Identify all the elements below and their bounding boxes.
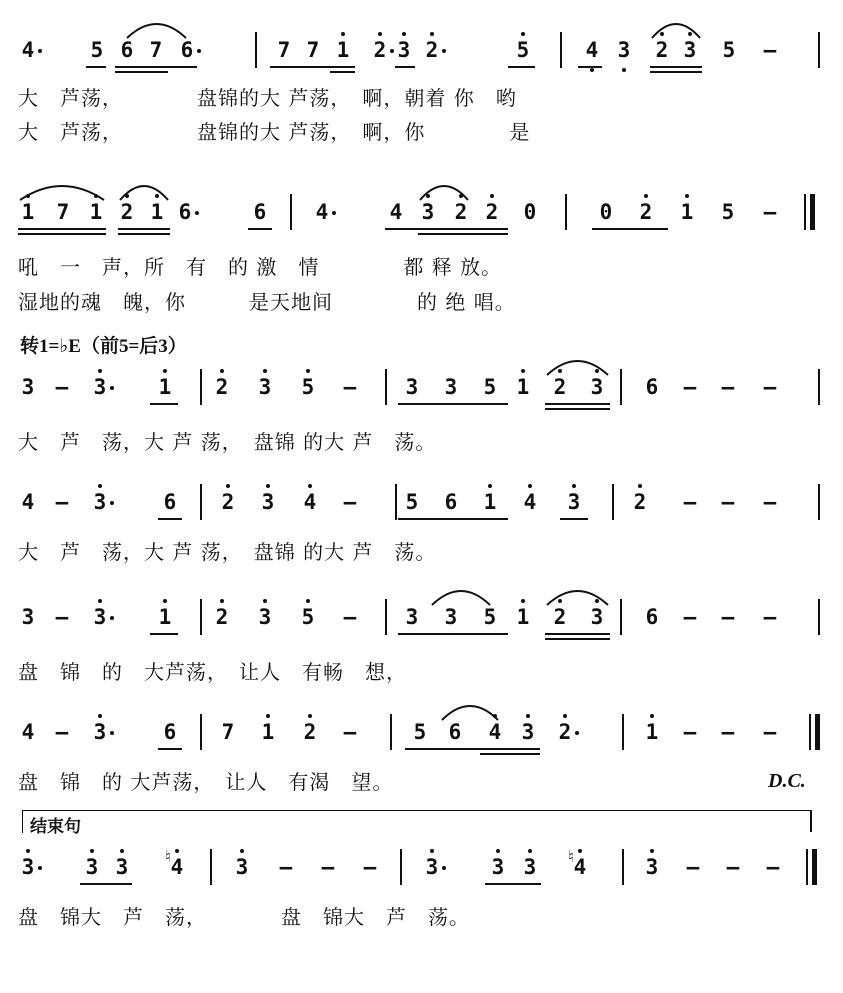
note: – <box>683 375 697 399</box>
note: 1 <box>645 720 659 744</box>
note: – <box>55 375 69 399</box>
note: 6 <box>163 720 177 744</box>
note: 1 <box>158 605 172 629</box>
note: 1 <box>483 490 497 514</box>
note: 1 <box>21 200 35 224</box>
ending-bracket <box>22 810 811 833</box>
note: 1 <box>680 200 694 224</box>
note: 4 <box>488 720 502 744</box>
note: 1 <box>89 200 103 224</box>
note: 1 <box>516 605 530 629</box>
ending-bracket-end <box>810 810 812 832</box>
note: – <box>763 490 777 514</box>
note: 2 <box>639 200 653 224</box>
note: 2 <box>373 38 387 62</box>
note: 3 <box>444 605 458 629</box>
high-octave-dot <box>430 849 434 853</box>
note: 3 <box>425 855 439 879</box>
augmentation-dot <box>442 866 446 870</box>
barline-final-thick <box>812 849 817 885</box>
note: – <box>55 490 69 514</box>
note: 3 <box>21 375 35 399</box>
note: 6 <box>180 38 194 62</box>
note: 4 <box>21 38 35 62</box>
note: 2 <box>655 38 669 62</box>
note: 6 <box>163 490 177 514</box>
note: 5 <box>301 375 315 399</box>
high-octave-dot <box>240 849 244 853</box>
note: 3 <box>444 375 458 399</box>
note: 5 <box>301 605 315 629</box>
note: 3 <box>617 38 631 62</box>
lyric-line: 盘 锦 的 大芦荡， 让人 有渴 望。 <box>18 770 394 794</box>
note: – <box>763 38 777 62</box>
note: – <box>721 375 735 399</box>
note: – <box>763 375 777 399</box>
ending-label: 结束句 <box>30 817 81 836</box>
note: 1 <box>336 38 350 62</box>
note: 4 <box>585 38 599 62</box>
key-change-label: 转1=♭E（前5=后3） <box>20 336 187 357</box>
high-octave-dot <box>528 849 532 853</box>
note: 3 <box>405 375 419 399</box>
note: 3 <box>115 855 129 879</box>
note: 3 <box>235 855 249 879</box>
note: 3 <box>21 855 35 879</box>
note: 6 <box>448 720 462 744</box>
barline <box>622 849 624 885</box>
note: – <box>721 605 735 629</box>
note: 6 <box>645 375 659 399</box>
duration-underline <box>80 883 132 885</box>
note: 4 <box>21 720 35 744</box>
note: 3 <box>258 375 272 399</box>
note: – <box>363 855 377 879</box>
note: 3 <box>405 605 419 629</box>
note: 2 <box>425 38 439 62</box>
note: 4 <box>21 490 35 514</box>
note: – <box>686 855 700 879</box>
high-octave-dot <box>496 849 500 853</box>
note: – <box>683 720 697 744</box>
note: 3 <box>590 375 604 399</box>
note: 3 <box>491 855 505 879</box>
note: 5 <box>483 605 497 629</box>
note: 3 <box>85 855 99 879</box>
note: 3 <box>590 605 604 629</box>
note: 2 <box>454 200 468 224</box>
lyric-line: 吼 一 声，所 有 的 激 情 都 释 放。 <box>18 255 503 279</box>
note: 2 <box>633 490 647 514</box>
note: – <box>683 605 697 629</box>
high-octave-dot <box>650 849 654 853</box>
note: 6 <box>253 200 267 224</box>
note: 0 <box>523 200 537 224</box>
lyric-line: 盘 锦 的 大芦荡， 让人 有畅 想， <box>18 660 407 684</box>
note: 3 <box>567 490 581 514</box>
high-octave-dot <box>175 849 179 853</box>
barline <box>400 849 402 885</box>
note: – <box>721 720 735 744</box>
natural-sign: ♮ <box>165 847 171 866</box>
note: 3 <box>93 375 107 399</box>
note: 3 <box>21 605 35 629</box>
note: 4 <box>303 490 317 514</box>
lyric-line: 湿地的魂 魄，你 是天地间 的 绝 唱。 <box>18 290 516 314</box>
note: 3 <box>93 605 107 629</box>
note: 4 <box>170 855 184 879</box>
barline <box>210 849 212 885</box>
note: 2 <box>553 605 567 629</box>
note: 7 <box>277 38 291 62</box>
note: 6 <box>645 605 659 629</box>
note: 2 <box>120 200 134 224</box>
note: 1 <box>150 200 164 224</box>
lyric-line: 大 芦荡， 盘锦的大 芦荡， 啊，你 是 <box>18 120 531 144</box>
note: – <box>766 855 780 879</box>
note: 7 <box>149 38 163 62</box>
note: – <box>55 605 69 629</box>
note: 3 <box>683 38 697 62</box>
note: – <box>763 720 777 744</box>
note: 4 <box>573 855 587 879</box>
note: 7 <box>56 200 70 224</box>
note: – <box>55 720 69 744</box>
note: 4 <box>389 200 403 224</box>
note: 1 <box>158 375 172 399</box>
note: – <box>683 490 697 514</box>
note: 2 <box>558 720 572 744</box>
note: 2 <box>215 605 229 629</box>
note: 3 <box>397 38 411 62</box>
note: 3 <box>421 200 435 224</box>
lyric-line: 大 芦 荡，大 芦 荡， 盘锦 的大 芦 荡。 <box>18 430 437 454</box>
note: 5 <box>722 38 736 62</box>
duration-underline <box>485 883 541 885</box>
note: 1 <box>516 375 530 399</box>
note: 7 <box>221 720 235 744</box>
note: 5 <box>721 200 735 224</box>
barline-final-thin <box>806 849 808 885</box>
high-octave-dot <box>120 849 124 853</box>
note: – <box>763 605 777 629</box>
note: 3 <box>261 490 275 514</box>
lyric-line: 大 芦 荡，大 芦 荡， 盘锦 的大 芦 荡。 <box>18 540 437 564</box>
note: 2 <box>485 200 499 224</box>
note: 4 <box>315 200 329 224</box>
note: – <box>726 855 740 879</box>
note: 0 <box>599 200 613 224</box>
note: – <box>343 375 357 399</box>
note: – <box>343 490 357 514</box>
note: 5 <box>413 720 427 744</box>
note: – <box>343 605 357 629</box>
note: – <box>343 720 357 744</box>
note: 5 <box>483 375 497 399</box>
lyric-line: 盘 锦大 芦 荡， 盘 锦大 芦 荡。 <box>18 905 470 929</box>
note: 4 <box>523 490 537 514</box>
note: 2 <box>215 375 229 399</box>
note: – <box>279 855 293 879</box>
note: – <box>763 200 777 224</box>
note: 6 <box>444 490 458 514</box>
note: 5 <box>405 490 419 514</box>
da-capo-mark: D.C. <box>768 770 806 792</box>
note: – <box>321 855 335 879</box>
high-octave-dot <box>90 849 94 853</box>
note: 3 <box>258 605 272 629</box>
augmentation-dot <box>38 866 42 870</box>
note: 2 <box>221 490 235 514</box>
note: 3 <box>93 720 107 744</box>
note: 3 <box>645 855 659 879</box>
note: 3 <box>523 855 537 879</box>
note: 2 <box>553 375 567 399</box>
note: 2 <box>303 720 317 744</box>
note: 6 <box>120 38 134 62</box>
note: 3 <box>521 720 535 744</box>
note: 5 <box>516 38 530 62</box>
high-octave-dot <box>26 849 30 853</box>
lyric-line: 大 芦荡， 盘锦的大 芦荡， 啊，朝着 你 哟 <box>18 86 517 110</box>
note: 3 <box>93 490 107 514</box>
note: 6 <box>178 200 192 224</box>
note: 5 <box>90 38 104 62</box>
high-octave-dot <box>578 849 582 853</box>
note: 7 <box>306 38 320 62</box>
natural-sign: ♮ <box>568 847 574 866</box>
note: – <box>721 490 735 514</box>
note: 1 <box>261 720 275 744</box>
